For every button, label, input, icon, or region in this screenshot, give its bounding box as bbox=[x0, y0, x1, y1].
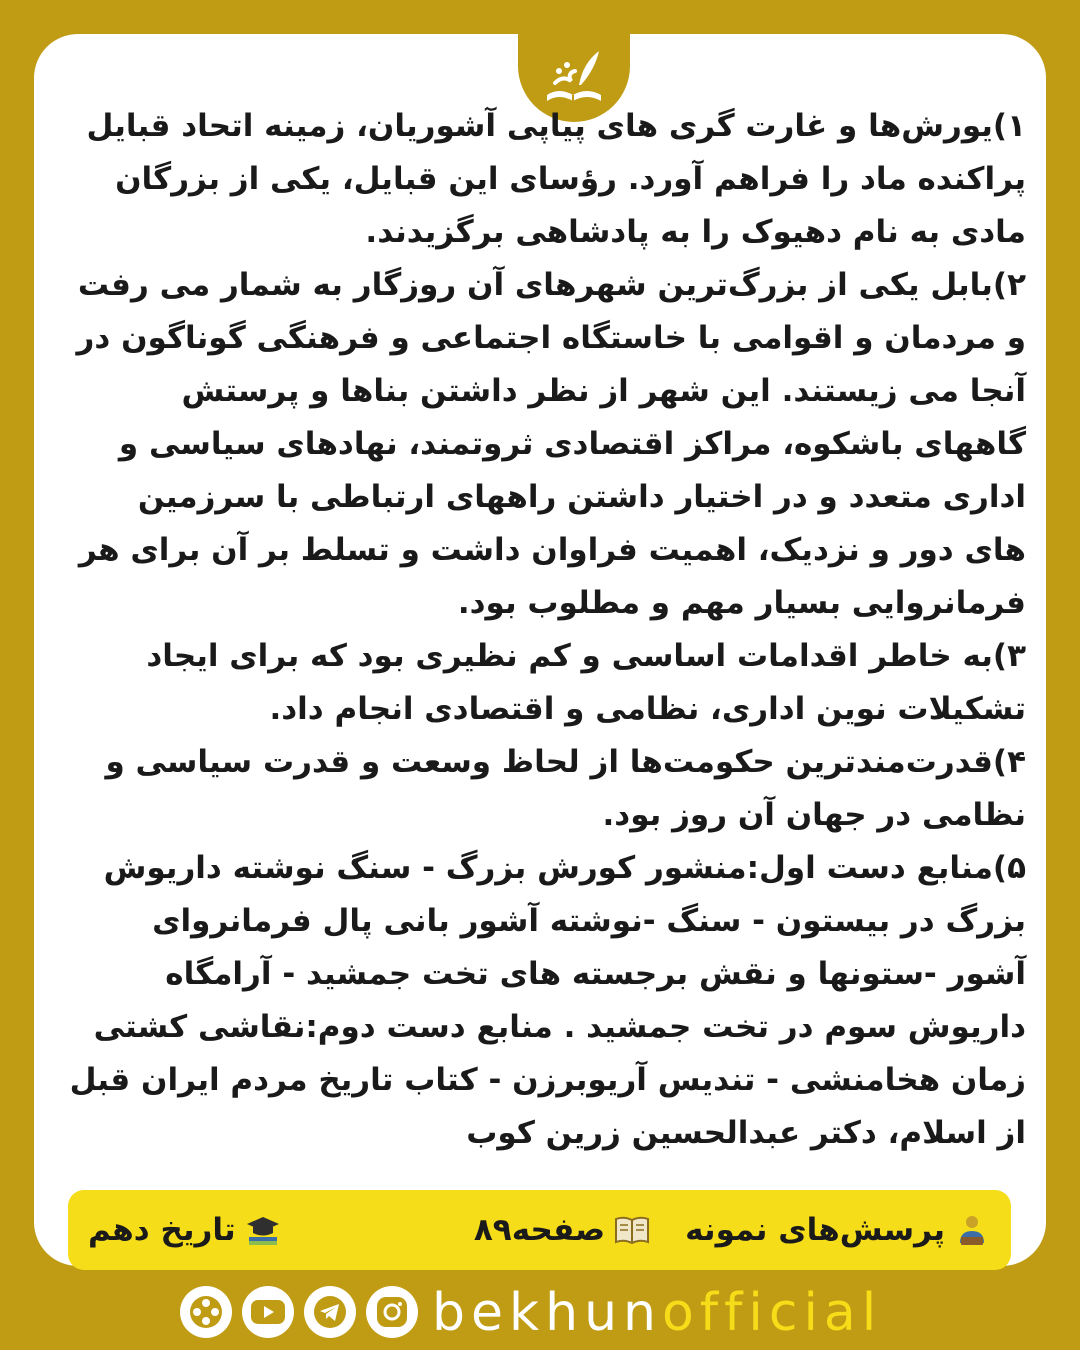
footer-subject bbox=[88, 1211, 282, 1249]
social-links bbox=[180, 1282, 418, 1342]
film-reel-icon[interactable] bbox=[180, 1286, 232, 1338]
sample-questions-label: پرسش‌های نمونه bbox=[685, 1212, 945, 1248]
brand-part-2: official bbox=[661, 1283, 883, 1343]
answer-1: ۱)یورش‌ها و غارت گری های پیاپی آشوریان، زمینه اتحاد قبایل پراکنده ماد را فراهم آورد. رؤسای این قبایل، یکی از بزرگان مادی به نام دهیوک را به پادشاهی برگزیدند. bbox=[86, 108, 1026, 250]
brand-handle bbox=[432, 1280, 882, 1346]
subject-label: تاریخ دهم bbox=[88, 1212, 236, 1248]
footer-sample-questions bbox=[685, 1211, 991, 1249]
youtube-icon[interactable] bbox=[242, 1286, 294, 1338]
book-icon bbox=[613, 1211, 651, 1249]
brand-part-1: bekhun bbox=[432, 1283, 662, 1343]
graduation-cap-icon bbox=[244, 1211, 282, 1249]
footer-page bbox=[474, 1211, 651, 1249]
footer-bar bbox=[68, 1190, 1011, 1270]
telegram-icon[interactable] bbox=[304, 1286, 356, 1338]
answer-text bbox=[66, 100, 1026, 1160]
page-label: صفحه۸۹ bbox=[473, 1212, 606, 1248]
answer-4: ۴)قدرت‌مندترین حکومت‌ها از لحاظ وسعت و قدرت سیاسی و نظامی در جهان آن روز بود. bbox=[105, 744, 1026, 833]
answer-3: ۳)به خاطر اقدامات اساسی و کم نظیری بود که برای ایجاد تشکیلات نوین اداری، نظامی و اقتصادی انجام داد. bbox=[146, 638, 1026, 727]
instagram-icon[interactable] bbox=[366, 1286, 418, 1338]
answer-5: ۵)منابع دست اول:منشور کورش بزرگ - سنگ نوشته داریوش بزرگ در بیستون - سنگ -نوشته آشور بانی پال فرمانروای آشور -ستونها و نقش برجسته های تخت جمشید - آرامگاه داریوش سوم در تخت جمشید . منابع دست دوم:نقاشی کشتی زمان هخامنشی - تندیس آریوبرزن - کتاب تاریخ مردم ایران قبل از اسلام، دکتر عبدالحسین زرین کوب bbox=[69, 850, 1026, 1151]
answer-2: ۲)بابل یکی از بزرگ‌ترین شهرهای آن روزگار به شمار می رفت و مردمان و اقوامی با خاستگاه اجتماعی و فرهنگی گوناگون در آنجا می زیستند. این شهر از نظر داشتن بناها و پرستش گاههای باشکوه، مراکز اقتصادی ثروتمند، نهادهای سیاسی و اداری متعدد و در اختیار داشتن راههای ارتباطی با سرزمین های دور و نزدیک، اهمیت فراوان داشت و تسلط بر آن برای هر فرمانروایی بسیار مهم و مطلوب بود. bbox=[76, 267, 1026, 621]
teacher-icon bbox=[953, 1211, 991, 1249]
